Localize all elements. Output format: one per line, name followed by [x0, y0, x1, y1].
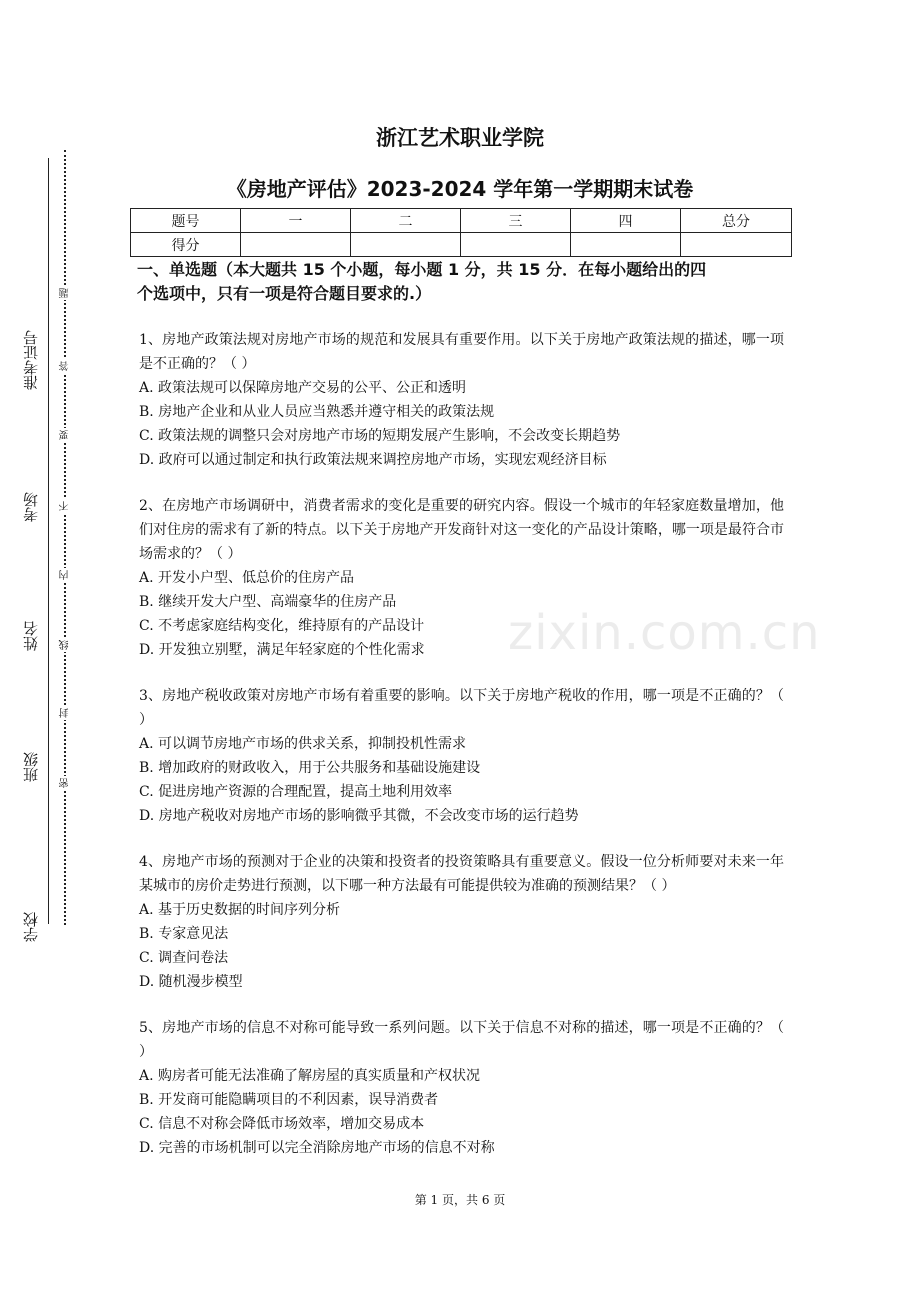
- option-d[interactable]: D. 政府可以通过制定和执行政策法规来调控房地产市场，实现宏观经济目标: [139, 452, 607, 468]
- seal-mark: 题: [60, 288, 71, 298]
- question-stem: 1、房地产政策法规对房地产市场的规范和发展具有重要作用。以下关于房地产政策法规的描述，哪一项是不正确的？（ ）: [139, 332, 784, 372]
- score-cell: 题号: [131, 209, 241, 233]
- option-a[interactable]: A. 政策法规可以保障房地产交易的公平、公正和透明: [139, 380, 467, 396]
- score-cell: 三: [461, 209, 571, 233]
- option-b[interactable]: B. 房地产企业和从业人员应当熟悉并遵守相关的政策法规: [139, 404, 495, 420]
- seal-mark: 不: [60, 501, 71, 511]
- score-input-cell[interactable]: [461, 233, 571, 257]
- option-c[interactable]: C. 调查问卷法: [139, 950, 229, 966]
- score-input-cell[interactable]: [571, 233, 681, 257]
- option-b[interactable]: B. 专家意见法: [139, 926, 229, 942]
- score-input-cell[interactable]: [681, 233, 792, 257]
- score-cell: 一: [241, 209, 351, 233]
- seal-mark: 答: [60, 361, 71, 371]
- exam-room-label: 考场: [22, 492, 40, 522]
- seal-mark: 内: [60, 570, 71, 580]
- seal-dotted-line: [64, 150, 66, 925]
- option-a[interactable]: A. 购房者可能无法准确了解房屋的真实质量和产权状况: [139, 1068, 481, 1084]
- option-a[interactable]: A. 可以调节房地产市场的供求关系，抑制投机性需求: [139, 736, 467, 752]
- question-stem: 5、房地产市场的信息不对称可能导致一系列问题。以下关于信息不对称的描述，哪一项是不正确的？（ ）: [139, 1020, 784, 1060]
- question-3: [139, 684, 784, 828]
- question-stem: 2、在房地产市场调研中，消费者需求的变化是重要的研究内容。假设一个城市的年轻家庭数量增加，他们对住房的需求有了新的特点。以下关于房地产开发商针对这一变化的产品设计策略，哪一项是最符合市场需求的？（ ）: [139, 498, 784, 562]
- option-c[interactable]: C. 政策法规的调整只会对房地产市场的短期发展产生影响，不会改变长期趋势: [139, 428, 621, 444]
- option-d[interactable]: D. 开发独立别墅，满足年轻家庭的个性化需求: [139, 642, 425, 658]
- exam-content: [139, 258, 784, 1160]
- class-label: 班级: [22, 752, 40, 782]
- option-a[interactable]: A. 开发小户型、低总价的住房产品: [139, 570, 355, 586]
- score-cell: 得分: [131, 233, 241, 257]
- question-stem: 3、房地产税收政策对房地产市场有着重要的影响。以下关于房地产税收的作用，哪一项是不正确的？（ ）: [139, 688, 784, 728]
- option-b[interactable]: B. 增加政府的财政收入，用于公共服务和基础设施建设: [139, 760, 481, 776]
- seal-mark: 要: [60, 430, 71, 440]
- score-input-cell[interactable]: [351, 233, 461, 257]
- watermark: zixin.com.cn: [508, 605, 821, 661]
- section-heading-line: 个选项中，只有一项是符合题目要求的.）: [137, 284, 432, 303]
- school-name: 浙江艺术职业学院: [376, 126, 544, 150]
- score-table: [130, 208, 792, 257]
- option-d[interactable]: D. 完善的市场机制可以完全消除房地产市场的信息不对称: [139, 1140, 495, 1156]
- score-table-header-row: [131, 209, 792, 233]
- seal-mark: 封: [60, 708, 71, 718]
- option-b[interactable]: B. 继续开发大户型、高端豪华的住房产品: [139, 594, 397, 610]
- exam-number-label: 准考证号: [22, 330, 40, 390]
- score-input-cell[interactable]: [241, 233, 351, 257]
- page-footer: 第 1 页，共 6 页: [414, 1193, 506, 1207]
- option-c[interactable]: C. 促进房地产资源的合理配置，提高土地利用效率: [139, 784, 453, 800]
- seal-mark: 密: [60, 778, 71, 788]
- option-c[interactable]: C. 不考虑家庭结构变化，维持原有的产品设计: [139, 618, 425, 634]
- score-cell: 四: [571, 209, 681, 233]
- option-d[interactable]: D. 随机漫步模型: [139, 974, 243, 990]
- score-cell: 二: [351, 209, 461, 233]
- seal-mark: 线: [60, 640, 71, 650]
- question-5: [139, 1016, 784, 1160]
- name-label: 姓名: [22, 621, 40, 651]
- score-table-score-row: [131, 233, 792, 257]
- option-d[interactable]: D. 房地产税收对房地产市场的影响微乎其微，不会改变市场的运行趋势: [139, 808, 579, 824]
- question-1: [139, 328, 784, 472]
- section-heading-line: 一、单选题（本大题共 15 个小题，每小题 1 分，共 15 分．在每小题给出的四: [137, 260, 707, 279]
- section-heading: [137, 258, 784, 306]
- question-2: [139, 494, 784, 662]
- question-4: [139, 850, 784, 994]
- score-cell: 总分: [681, 209, 792, 233]
- question-stem: 4、房地产市场的预测对于企业的决策和投资者的投资策略具有重要意义。假设一位分析师要对未来一年某城市的房价走势进行预测，以下哪一种方法最有可能提供较为准确的预测结果？（ ）: [139, 854, 784, 894]
- school-label: 学校: [22, 912, 40, 942]
- option-a[interactable]: A. 基于历史数据的时间序列分析: [139, 902, 341, 918]
- binding-margin-line: [48, 158, 49, 924]
- option-c[interactable]: C. 信息不对称会降低市场效率，增加交易成本: [139, 1116, 425, 1132]
- option-b[interactable]: B. 开发商可能隐瞒项目的不利因素，误导消费者: [139, 1092, 439, 1108]
- exam-title: 《房地产评估》2023-2024 学年第一学期期末试卷: [226, 177, 694, 201]
